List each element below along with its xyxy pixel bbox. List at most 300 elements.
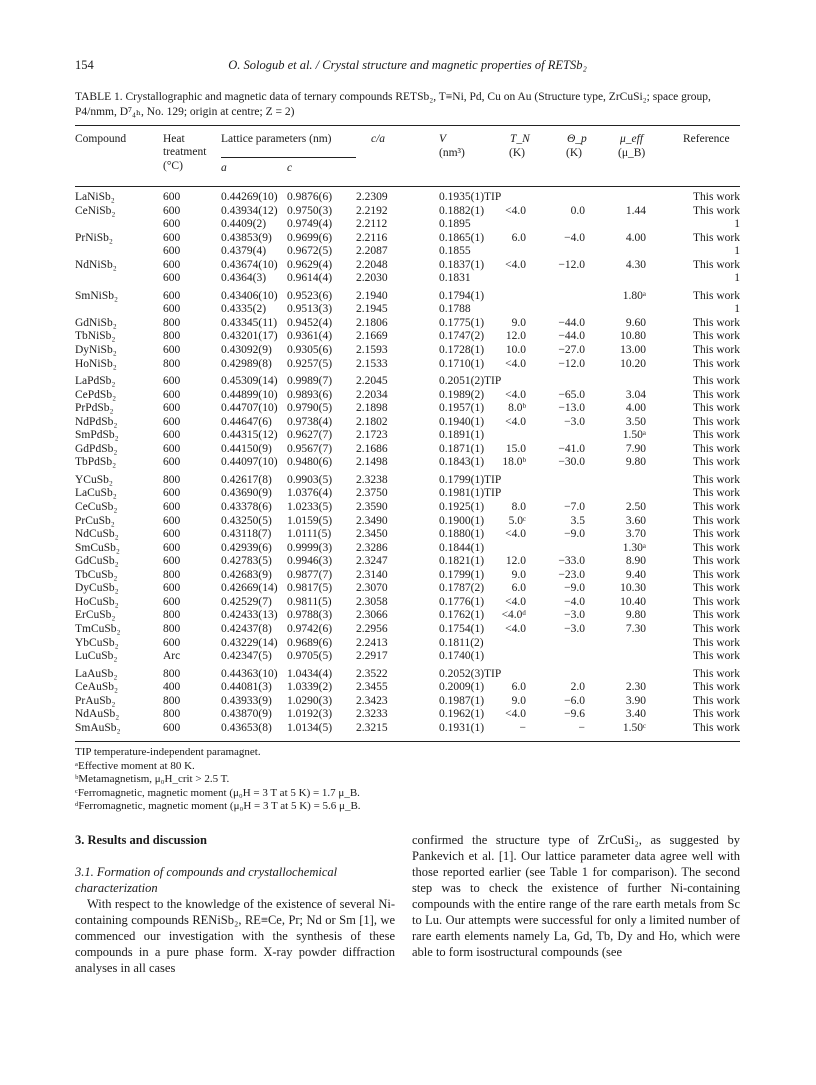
cell-tn: 5.0ᶜ: [508, 514, 526, 527]
cell-heat-treatment: 600: [163, 375, 181, 388]
cell-c-over-a: 2.2956: [356, 622, 388, 635]
cell-tn: <4.0: [505, 415, 526, 428]
table-row: [0, 474, 816, 488]
table-row: [0, 389, 816, 403]
cell-mu-eff: 9.40: [625, 568, 646, 581]
cell-compound: PrNiSb₂: [75, 231, 113, 244]
cell-reference: This work: [693, 609, 740, 622]
table-row: [0, 487, 816, 501]
table-row: [0, 515, 816, 529]
table-row: [0, 443, 816, 457]
table-group: [0, 474, 816, 664]
cell-c-over-a: 2.3286: [356, 541, 388, 554]
cell-c: 1.0134(5): [287, 721, 333, 734]
footnote: ᵃEffective moment at 80 K.: [75, 759, 195, 772]
table-top-rule: [75, 125, 740, 126]
cell-compound: CeAuSb₂: [75, 681, 118, 694]
cell-a: 0.43118(7): [221, 528, 272, 541]
cell-heat-treatment: 600: [163, 636, 181, 649]
cell-compound: LaAuSb₂: [75, 667, 118, 680]
cell-a: 0.43250(5): [221, 514, 272, 527]
cell-compound: SmPdSb₂: [75, 429, 119, 442]
cell-theta-p: −12.0: [558, 357, 585, 370]
cell-tn: 9.0: [511, 694, 526, 707]
cell-c-over-a: 2.2030: [356, 272, 388, 285]
cell-compound: LaPdSb₂: [75, 375, 116, 388]
cell-reference: This work: [693, 528, 740, 541]
cell-reference: 1: [734, 303, 740, 316]
cell-tn: 8.0ᵇ: [508, 402, 526, 415]
cell-reference: 1: [734, 245, 740, 258]
cell-c-over-a: 2.2045: [356, 375, 388, 388]
cell-a: 0.43853(9): [221, 231, 272, 244]
cell-theta-p: −4.0: [564, 231, 585, 244]
cell-compound: PrCuSb₂: [75, 514, 115, 527]
cell-mu-eff: 10.80: [620, 330, 646, 343]
cell-a: 0.43345(11): [221, 316, 278, 329]
cell-tn: <4.0: [505, 528, 526, 541]
cell-heat-treatment: 800: [163, 667, 181, 680]
table-row: [0, 456, 816, 470]
cell-volume: 0.1865(1): [439, 231, 485, 244]
cell-compound: NdPdSb₂: [75, 415, 118, 428]
cell-compound: LuCuSb₂: [75, 650, 118, 663]
cell-theta-p: −30.0: [558, 456, 585, 469]
cell-c-over-a: 2.2034: [356, 388, 388, 401]
footnote: ᵇMetamagnetism, μ₀H_crit > 2.5 T.: [75, 773, 230, 786]
cell-volume: 0.2052(3): [439, 667, 485, 680]
cell-tn: <4.0: [505, 595, 526, 608]
cell-tn: <4.0: [505, 204, 526, 217]
header-heat-line3: (°C): [163, 160, 183, 172]
cell-compound: YCuSb₂: [75, 473, 113, 486]
cell-heat-treatment: 800: [163, 694, 181, 707]
cell-tn: 6.0: [511, 681, 526, 694]
cell-a: 0.44150(9): [221, 442, 272, 455]
cell-volume: 0.1821(1): [439, 555, 485, 568]
cell-compound: CePdSb₂: [75, 388, 117, 401]
cell-reference: This work: [693, 191, 740, 203]
cell-reference: 1: [734, 272, 740, 285]
cell-reference: This work: [693, 402, 740, 415]
cell-c-over-a: 2.3140: [356, 568, 388, 581]
cell-heat-treatment: 800: [163, 609, 181, 622]
cell-compound: NdNiSb₂: [75, 258, 117, 271]
table-row: [0, 191, 816, 205]
cell-reference: This work: [693, 694, 740, 707]
cell-volume: 0.1981(1): [439, 487, 485, 500]
cell-tn: 12.0: [505, 555, 526, 568]
cell-a: 0.4364(3): [221, 272, 267, 285]
table-row: [0, 232, 816, 246]
cell-c-over-a: 2.3455: [356, 681, 388, 694]
cell-mu-eff: 9.80: [625, 456, 646, 469]
cell-theta-p: 0.0: [570, 204, 585, 217]
cell-a: 0.42783(5): [221, 555, 272, 568]
cell-c: 0.9790(5): [287, 402, 333, 415]
cell-heat-treatment: 600: [163, 582, 181, 595]
cell-heat-treatment: 600: [163, 204, 181, 217]
cell-reference: This work: [693, 541, 740, 554]
table-row: [0, 330, 816, 344]
cell-reference: This work: [693, 555, 740, 568]
table-row: [0, 259, 816, 273]
cell-c-over-a: 2.3590: [356, 501, 388, 514]
table-row: [0, 317, 816, 331]
cell-c-over-a: 2.3750: [356, 487, 388, 500]
cell-heat-treatment: 600: [163, 258, 181, 271]
cell-c-over-a: 2.3066: [356, 609, 388, 622]
cell-reference: This work: [693, 442, 740, 455]
header-lattice: Lattice parameters (nm): [221, 133, 332, 145]
cell-theta-p: −33.0: [558, 555, 585, 568]
cell-c: 0.9672(5): [287, 245, 333, 258]
table-bottom-rule: [75, 741, 740, 742]
cell-a: 0.42433(13): [221, 609, 278, 622]
text-column-left: [75, 832, 395, 976]
cell-volume: 0.1855: [439, 245, 471, 258]
cell-reference: This work: [693, 622, 740, 635]
cell-compound: CeNiSb₂: [75, 204, 116, 217]
header-mu: μ_eff: [620, 133, 644, 145]
cell-c: 0.9361(4): [287, 330, 333, 343]
cell-c-over-a: 2.2309: [356, 191, 388, 203]
cell-heat-treatment: Arc: [163, 650, 181, 663]
cell-tn: TIP: [484, 667, 502, 680]
table-row: [0, 303, 816, 317]
cell-heat-treatment: 600: [163, 231, 181, 244]
table-header-rule: [75, 186, 740, 187]
cell-mu-eff: 8.90: [625, 555, 646, 568]
cell-heat-treatment: 600: [163, 402, 181, 415]
cell-reference: This work: [693, 636, 740, 649]
paragraph: confirmed the structure type of ZrCuSi₂, as suggested by Pankevich et al. [1]. Our lattice parameter data agree well with those reported earlier (see Table 1 for comparison). The second step was to check the existence of further Ni-containing compounds with the entire range of the rare earth metals from Sc to Lu. Our attempts were successful for only a limited number of rare earth elements namely La, Gd, Tb, Dy and Ho, which were able to form isostructural compounds (see: [412, 833, 740, 959]
footnote: TIP temperature-independent paramagnet.: [75, 746, 261, 758]
cell-theta-p: −27.0: [558, 344, 585, 357]
cell-volume: 0.2009(1): [439, 681, 485, 694]
cell-heat-treatment: 600: [163, 442, 181, 455]
cell-volume: 0.1989(2): [439, 388, 485, 401]
footnote: ᶜFerromagnetic, magnetic moment (μ₀H = 3 T at 5 K) = 1.7 μ_B.: [75, 786, 360, 799]
cell-heat-treatment: 600: [163, 429, 181, 442]
cell-c-over-a: 2.3058: [356, 595, 388, 608]
cell-volume: 0.1811(2): [439, 636, 484, 649]
cell-volume: 0.1728(1): [439, 344, 485, 357]
cell-a: 0.44707(10): [221, 402, 278, 415]
cell-c-over-a: 2.1593: [356, 344, 388, 357]
table-row: [0, 358, 816, 372]
cell-c-over-a: 2.1498: [356, 456, 388, 469]
cell-compound: DyNiSb₂: [75, 344, 117, 357]
cell-mu-eff: 1.50ᵃ: [622, 429, 646, 442]
cell-c: 0.9877(7): [287, 568, 333, 581]
cell-heat-treatment: 600: [163, 245, 181, 258]
cell-theta-p: 3.5: [570, 514, 585, 527]
header-compound: Compound: [75, 133, 127, 145]
table-row: [0, 245, 816, 259]
cell-tn: 18.0ᵇ: [502, 456, 526, 469]
table-body: [0, 191, 816, 735]
cell-a: 0.44315(12): [221, 429, 278, 442]
cell-c: 0.9893(6): [287, 388, 333, 401]
table-row: [0, 501, 816, 515]
cell-tn: 9.0: [511, 316, 526, 329]
cell-tn: <4.0: [505, 622, 526, 635]
table-caption: TABLE 1. Crystallographic and magnetic data of ternary compounds RETSb₂, T≡Ni, Pd, Cu on Au (Structure type, ZrCuSi₂; space group, P4/nmm, D⁷₄ₕ, No. 129; origin at centre; Z = 2): [75, 91, 711, 118]
cell-heat-treatment: 600: [163, 456, 181, 469]
cell-heat-treatment: 600: [163, 191, 181, 203]
cell-a: 0.43934(12): [221, 204, 278, 217]
table-row: [0, 402, 816, 416]
cell-mu-eff: 3.04: [625, 388, 646, 401]
cell-c: 0.9742(6): [287, 622, 333, 635]
cell-c: 0.9452(4): [287, 316, 333, 329]
cell-a: 0.43201(17): [221, 330, 278, 343]
cell-reference: This work: [693, 456, 740, 469]
cell-heat-treatment: 600: [163, 721, 181, 734]
cell-tn: 8.0: [511, 501, 526, 514]
cell-a: 0.42939(6): [221, 541, 272, 554]
cell-reference: This work: [693, 681, 740, 694]
cell-tn: 6.0: [511, 582, 526, 595]
cell-c: 1.0290(3): [287, 694, 333, 707]
cell-a: 0.42347(5): [221, 650, 272, 663]
cell-tn: 10.0: [505, 344, 526, 357]
cell-volume: 0.1747(2): [439, 330, 485, 343]
cell-reference: This work: [693, 650, 740, 663]
cell-c: 0.9614(4): [287, 272, 333, 285]
cell-c: 1.0111(5): [287, 528, 332, 541]
cell-mu-eff: 1.50ᶜ: [622, 721, 646, 734]
cell-c-over-a: 2.3423: [356, 694, 388, 707]
cell-a: 0.44647(6): [221, 415, 272, 428]
cell-tn: <4.0: [505, 708, 526, 721]
cell-volume: 0.1837(1): [439, 258, 485, 271]
cell-volume: 0.1844(1): [439, 541, 485, 554]
cell-c: 0.9817(5): [287, 582, 333, 595]
cell-compound: YbCuSb₂: [75, 636, 119, 649]
cell-c-over-a: 2.2112: [356, 218, 388, 231]
cell-theta-p: −9.0: [564, 528, 585, 541]
cell-tn: <4.0ᵈ: [501, 609, 526, 622]
cell-theta-p: −44.0: [558, 316, 585, 329]
header-tp: Θ_p: [567, 133, 587, 145]
cell-compound: SmNiSb₂: [75, 289, 118, 302]
cell-c: 1.0339(2): [287, 681, 333, 694]
cell-mu-eff: 7.30: [625, 622, 646, 635]
cell-reference: This work: [693, 514, 740, 527]
cell-mu-eff: 10.40: [620, 595, 646, 608]
cell-mu-eff: 1.30ᵃ: [622, 541, 646, 554]
table-row: [0, 596, 816, 610]
table-row: [0, 375, 816, 389]
cell-volume: 0.1895: [439, 218, 471, 231]
cell-reference: This work: [693, 568, 740, 581]
cell-c-over-a: 2.1940: [356, 289, 388, 302]
cell-mu-eff: 3.60: [625, 514, 646, 527]
cell-reference: This work: [693, 330, 740, 343]
cell-tn: <4.0: [505, 258, 526, 271]
cell-reference: This work: [693, 487, 740, 500]
page-number: 154: [75, 58, 94, 72]
cell-mu-eff: 9.60: [625, 316, 646, 329]
cell-c-over-a: 2.2917: [356, 650, 388, 663]
header-mu-unit: (μ_B): [618, 147, 646, 159]
cell-volume: 0.1776(1): [439, 595, 485, 608]
cell-volume: 0.1799(1): [439, 473, 485, 486]
cell-volume: 0.1762(1): [439, 609, 485, 622]
cell-c: 0.9876(6): [287, 191, 333, 203]
cell-c: 0.9627(7): [287, 429, 333, 442]
cell-volume: 0.1843(1): [439, 456, 485, 469]
cell-volume: 0.1957(1): [439, 402, 485, 415]
footnote: ᵈFerromagnetic, magnetic moment (μ₀H = 3 T at 5 K) = 5.6 μ_B.: [75, 800, 361, 813]
table-row: [0, 623, 816, 637]
cell-reference: This work: [693, 501, 740, 514]
cell-heat-treatment: 600: [163, 272, 181, 285]
cell-heat-treatment: 600: [163, 514, 181, 527]
table-row: [0, 290, 816, 304]
cell-a: 0.43406(10): [221, 289, 278, 302]
table-group: [0, 191, 816, 286]
cell-reference: This work: [693, 708, 740, 721]
cell-tn: 6.0: [511, 231, 526, 244]
table-row: [0, 218, 816, 232]
cell-theta-p: −13.0: [558, 402, 585, 415]
cell-volume: 0.1900(1): [439, 514, 485, 527]
header-c: c: [287, 162, 293, 174]
cell-theta-p: −3.0: [564, 609, 585, 622]
table-row: [0, 429, 816, 443]
cell-reference: This work: [693, 289, 740, 302]
cell-mu-eff: 3.90: [625, 694, 646, 707]
header-tn-unit: (K): [509, 147, 525, 159]
cell-c: 0.9946(3): [287, 555, 333, 568]
cell-reference: This work: [693, 582, 740, 595]
cell-mu-eff: 3.50: [625, 415, 646, 428]
cell-theta-p: −41.0: [558, 442, 585, 455]
table-row: [0, 637, 816, 651]
cell-a: 0.43653(8): [221, 721, 272, 734]
cell-mu-eff: 4.00: [625, 231, 646, 244]
cell-c: 1.0434(4): [287, 667, 333, 680]
cell-a: 0.43690(9): [221, 487, 272, 500]
cell-tn: <4.0: [505, 388, 526, 401]
cell-theta-p: 2.0: [570, 681, 585, 694]
cell-c-over-a: 2.1669: [356, 330, 388, 343]
cell-compound: NdCuSb₂: [75, 528, 119, 541]
cell-volume: 0.1940(1): [439, 415, 485, 428]
cell-volume: 0.1775(1): [439, 316, 485, 329]
cell-heat-treatment: 800: [163, 357, 181, 370]
table-row: [0, 344, 816, 358]
cell-c-over-a: 2.3070: [356, 582, 388, 595]
cell-reference: This work: [693, 595, 740, 608]
cell-c: 0.9480(6): [287, 456, 333, 469]
cell-c-over-a: 2.1802: [356, 415, 388, 428]
cell-mu-eff: 7.90: [625, 442, 646, 455]
cell-tn: TIP: [484, 473, 502, 486]
cell-c-over-a: 2.2048: [356, 258, 388, 271]
cell-heat-treatment: 600: [163, 218, 181, 231]
cell-reference: This work: [693, 344, 740, 357]
cell-heat-treatment: 600: [163, 501, 181, 514]
cell-heat-treatment: 800: [163, 330, 181, 343]
cell-c: 1.0192(3): [287, 708, 333, 721]
header-tp-unit: (K): [566, 147, 582, 159]
cell-theta-p: −3.0: [564, 622, 585, 635]
cell-mu-eff: 1.80ᵃ: [622, 289, 646, 302]
cell-mu-eff: 10.20: [620, 357, 646, 370]
cell-mu-eff: 2.50: [625, 501, 646, 514]
cell-compound: TmCuSb₂: [75, 622, 121, 635]
header-ca: c/a: [371, 133, 386, 145]
cell-c-over-a: 2.3247: [356, 555, 388, 568]
cell-volume: 0.1799(1): [439, 568, 485, 581]
cell-a: 0.44269(10): [221, 191, 278, 203]
cell-a: 0.4379(4): [221, 245, 267, 258]
section-title: 3. Results and discussion: [75, 833, 207, 847]
cell-c-over-a: 2.1806: [356, 316, 388, 329]
cell-c: 0.9903(5): [287, 473, 333, 486]
cell-c-over-a: 2.3215: [356, 721, 388, 734]
cell-a: 0.4409(2): [221, 218, 267, 231]
cell-volume: 0.2051(2): [439, 375, 485, 388]
cell-volume: 0.1935(1): [439, 191, 485, 203]
cell-a: 0.42683(9): [221, 568, 272, 581]
cell-mu-eff: 4.00: [625, 402, 646, 415]
table-group: [0, 290, 816, 371]
cell-volume: 0.1880(1): [439, 528, 485, 541]
cell-a: 0.43378(6): [221, 501, 272, 514]
cell-theta-p: −4.0: [564, 595, 585, 608]
table-row: [0, 722, 816, 736]
running-title: O. Sologub et al. / Crystal structure and magnetic properties of RETSb₂: [228, 58, 587, 72]
cell-c-over-a: 2.1945: [356, 303, 388, 316]
header-v: V: [439, 133, 447, 145]
cell-a: 0.42529(7): [221, 595, 272, 608]
cell-compound: HoCuSb₂: [75, 595, 119, 608]
cell-volume: 0.1891(1): [439, 429, 485, 442]
cell-c: 0.9811(5): [287, 595, 332, 608]
table-row: [0, 555, 816, 569]
lattice-header-rule: [221, 157, 356, 158]
cell-c-over-a: 2.3238: [356, 473, 388, 486]
header-v-unit: (nm³): [439, 147, 465, 159]
cell-theta-p: −65.0: [558, 388, 585, 401]
cell-compound: PrPdSb₂: [75, 402, 114, 415]
cell-a: 0.44081(3): [221, 681, 272, 694]
cell-a: 0.44363(10): [221, 667, 278, 680]
cell-tn: 9.0: [511, 568, 526, 581]
table-row: [0, 569, 816, 583]
cell-reference: This work: [693, 721, 740, 734]
cell-compound: NdAuSb₂: [75, 708, 120, 721]
cell-mu-eff: 4.30: [625, 258, 646, 271]
cell-volume: 0.1871(1): [439, 442, 485, 455]
cell-compound: LaCuSb₂: [75, 487, 117, 500]
cell-c: 0.9523(6): [287, 289, 333, 302]
table-group: [0, 375, 816, 470]
cell-a: 0.42669(14): [221, 582, 278, 595]
cell-c: 0.9705(5): [287, 650, 333, 663]
cell-c: 0.9699(6): [287, 231, 333, 244]
cell-a: 0.42989(8): [221, 357, 272, 370]
cell-reference: This work: [693, 388, 740, 401]
table-group: [0, 668, 816, 736]
subsection-title: 3.1. Formation of compounds and crystallochemical characterization: [75, 865, 338, 895]
cell-c-over-a: 2.2116: [356, 231, 388, 244]
